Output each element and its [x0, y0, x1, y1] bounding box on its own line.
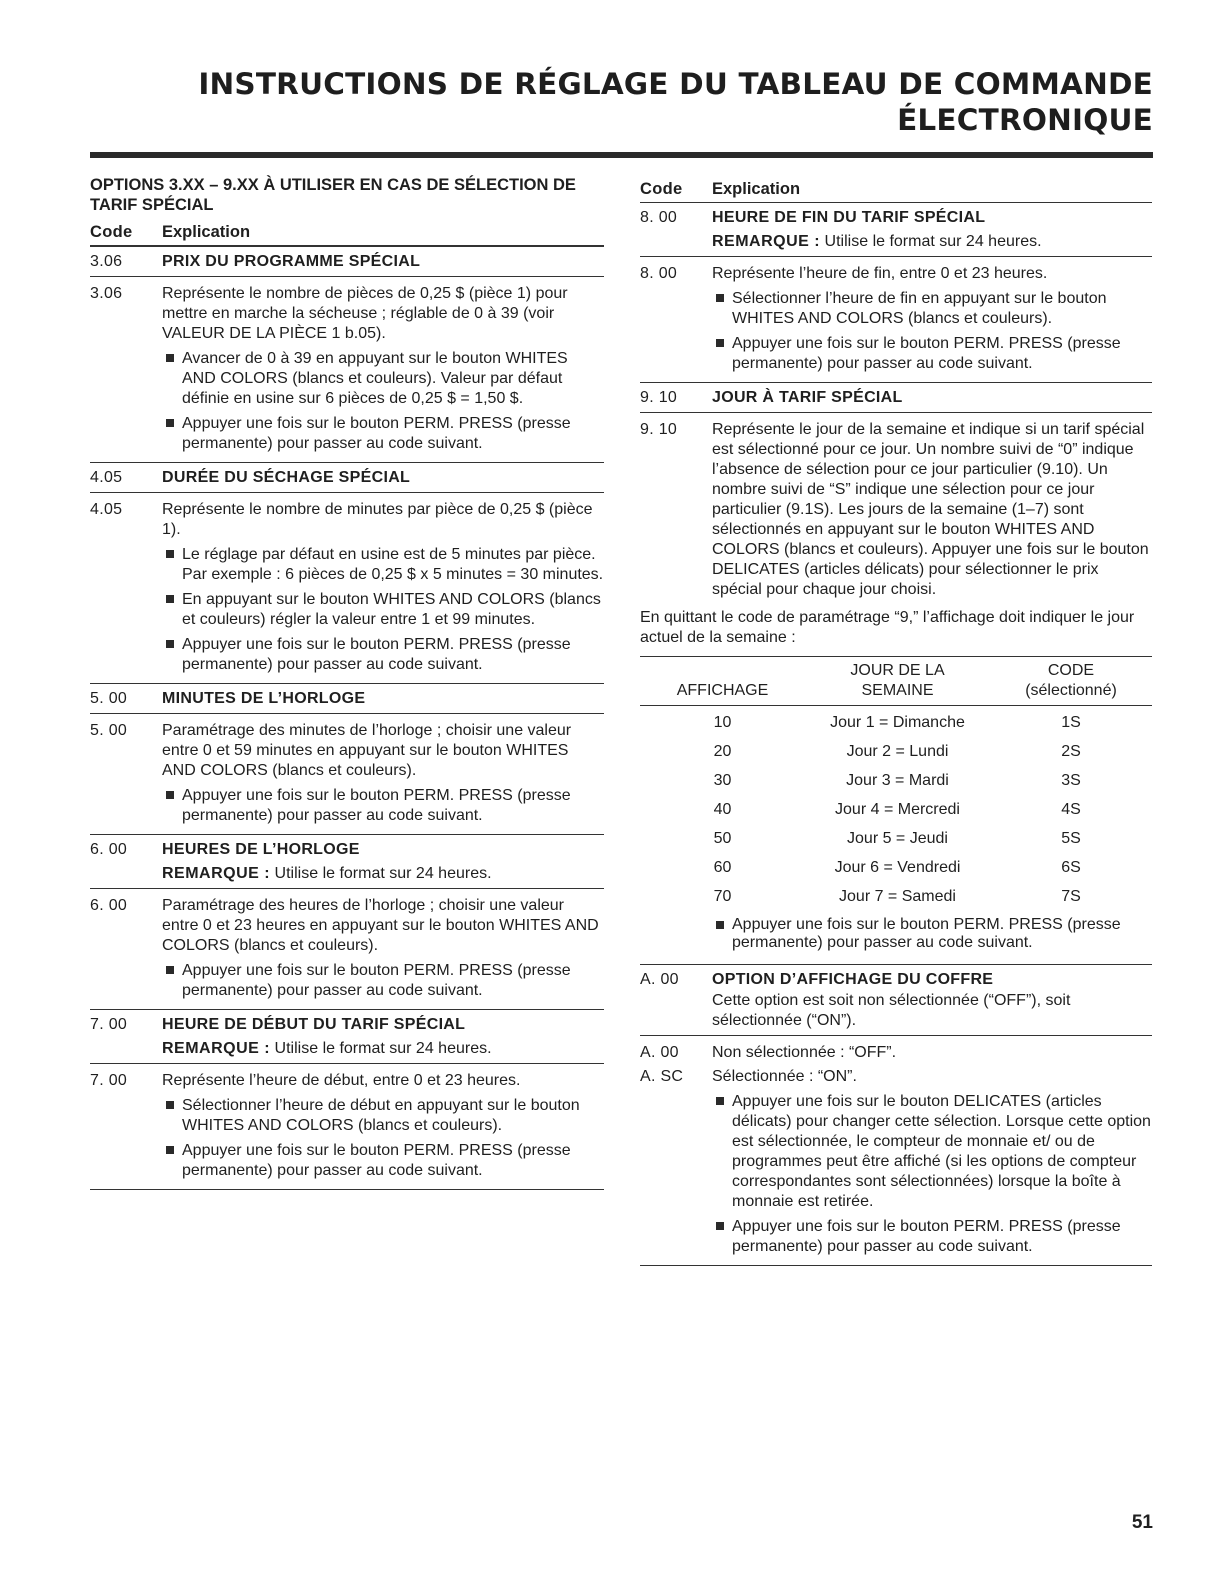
section-note	[640, 232, 1152, 252]
cell-code: 2S	[1061, 743, 1081, 760]
bullet-text: Le réglage par défaut en usine est de 5 minutes par pièce. Par exemple : 6 pièces de 0,25 $ x 5 minutes = 30 minutes.	[182, 546, 604, 583]
column-header-row	[90, 218, 604, 246]
section-title-row	[640, 965, 1152, 1036]
section-title: MINUTES DE L’HORLOGE	[162, 690, 366, 707]
title-rule	[90, 152, 1153, 158]
description-code: 6. 00	[90, 897, 128, 914]
cell-day: Jour 4 = Mercredi	[835, 801, 960, 818]
bullet-item	[162, 786, 604, 826]
page-title	[153, 66, 1153, 138]
section-description-row	[640, 413, 1152, 608]
table-footnote	[640, 916, 1152, 960]
cell-day: Jour 2 = Lundi	[846, 743, 949, 760]
section-title-row	[90, 1010, 604, 1064]
bullet-item	[162, 1141, 604, 1181]
section-title-row	[90, 835, 604, 889]
cell-code: 4S	[1061, 801, 1081, 818]
bullet-square-icon	[716, 1222, 724, 1230]
description-code: 5. 00	[90, 722, 128, 739]
section-code: 9. 10	[640, 389, 678, 406]
section-code: 8. 00	[640, 209, 678, 226]
day-table-body	[640, 706, 1152, 964]
section-description-row	[90, 493, 604, 684]
header-code-line-1: CODE	[1047, 662, 1095, 679]
section-title-row	[640, 383, 1152, 413]
section-title: DURÉE DU SÉCHAGE SPÉCIAL	[162, 469, 411, 486]
bullet-item	[162, 349, 604, 409]
column-header-code: Code	[640, 180, 683, 198]
section-subtext-text: Cette option est soit non sélectionnée (“OFF”), soit sélectionnée (“ON”).	[712, 992, 1071, 1029]
note-label: REMARQUE :	[162, 865, 271, 882]
section-title: HEURES DE L’HORLOGE	[162, 841, 360, 858]
section-subtext	[640, 991, 1152, 1031]
bullet-text: En appuyant sur le bouton WHITES AND COLORS (blancs et couleurs) régler la valeur entre 1 et 99 minutes.	[182, 591, 601, 628]
day-table	[640, 656, 1152, 965]
description-code: A. 00	[640, 1044, 679, 1061]
cell-display: 50	[713, 830, 732, 847]
column-header-code: Code	[90, 223, 133, 241]
description-text: Paramétrage des heures de l’horloge ; choisir une valeur entre 0 et 23 heures en appuyant sur le bouton WHITES AND COLORS (blancs et couleurs).	[162, 897, 599, 954]
cell-code: 7S	[1061, 888, 1081, 905]
column-header-explication: Explication	[712, 180, 801, 198]
bullet-square-icon	[716, 921, 724, 929]
cell-display: 60	[713, 859, 732, 876]
section-code: 3.06	[90, 253, 123, 270]
cell-day: Jour 7 = Samedi	[839, 888, 956, 905]
section-title-row	[90, 246, 604, 277]
section-title: OPTION D’AFFICHAGE DU COFFRE	[712, 971, 994, 988]
description-text: Représente l’heure de fin, entre 0 et 23 heures.	[712, 265, 1048, 282]
right-column	[640, 175, 1152, 1266]
section-description-row	[90, 1064, 604, 1190]
table-row	[640, 737, 1152, 766]
table-row	[640, 853, 1152, 882]
section-code: 7. 00	[90, 1016, 128, 1033]
section-title-row	[640, 203, 1152, 257]
section-description-row	[90, 889, 604, 1010]
page-title-line-1: INSTRUCTIONS DE RÉGLAGE DU TABLEAU DE COMMANDE	[198, 67, 1153, 101]
section-description-row	[640, 1036, 1152, 1266]
cell-display: 40	[713, 801, 732, 818]
bullet-item	[162, 1096, 604, 1136]
options-heading: OPTIONS 3.XX – 9.XX À UTILISER EN CAS DE SÉLECTION DE TARIF SPÉCIAL	[90, 176, 576, 214]
column-header-row	[640, 175, 1152, 203]
header-jour-line-2: SEMAINE	[861, 682, 934, 699]
bullet-square-icon	[166, 1146, 174, 1154]
bullet-text: Sélectionner l’heure de début en appuyant sur le bouton WHITES AND COLORS (blancs et couleurs).	[182, 1097, 580, 1134]
header-code-line-2: (sélectionné)	[1025, 682, 1117, 699]
cell-day: Jour 1 = Dimanche	[830, 714, 965, 731]
header-affichage: AFFICHAGE	[676, 682, 769, 699]
description-text: Paramétrage des minutes de l’horloge ; choisir une valeur entre 0 et 59 minutes en appuyant sur le bouton WHITES AND COLORS (blancs et couleurs).	[162, 722, 572, 779]
section-note	[90, 1039, 604, 1059]
bullet-text: Appuyer une fois sur le bouton PERM. PRESS (presse permanente) pour passer au code suivant.	[732, 335, 1121, 372]
table-row	[640, 824, 1152, 853]
header-jour	[805, 661, 990, 701]
header-jour-line-1: JOUR DE LA	[850, 662, 945, 679]
bullet-square-icon	[166, 550, 174, 558]
section-code: 4.05	[90, 469, 123, 486]
description-text: Représente le jour de la semaine et indique si un tarif spécial est sélectionné pour ce jour. Un nombre suivi de “0” indique l’absence de sélection pour ce jour particulier (9.10). Un nombre suivi de “S” indique une sélection pour ce jour particulier (9.1S). Les jours de la semaine (1–7) sont sélectionnés en appuyant sur le bouton WHITES AND COLORS (blancs et couleurs). Appuyer une fois sur le bouton DELICATES (articles délicats) pour sélectionner le prix spécial pour chaque jour choisi.	[712, 421, 1149, 598]
section-title: JOUR À TARIF SPÉCIAL	[712, 389, 903, 406]
page-number: 51	[1131, 1512, 1153, 1533]
cell-code: 5S	[1061, 830, 1081, 847]
bullet-item	[162, 961, 604, 1001]
section-code: 6. 00	[90, 841, 128, 858]
bullet-text: Sélectionner l’heure de fin en appuyant sur le bouton WHITES AND COLORS (blancs et couleurs).	[732, 290, 1107, 327]
cell-code: 1S	[1061, 714, 1081, 731]
section-title-row	[90, 463, 604, 493]
note-text: Utilise le format sur 24 heures.	[270, 1040, 492, 1057]
bullet-square-icon	[166, 1101, 174, 1109]
bullet-text: Appuyer une fois sur le bouton PERM. PRESS (presse permanente) pour passer au code suivant.	[732, 916, 1121, 951]
section-description-row	[90, 714, 604, 835]
bullet-item	[162, 414, 604, 454]
bullet-text: Appuyer une fois sur le bouton PERM. PRESS (presse permanente) pour passer au code suivant.	[732, 1218, 1121, 1255]
bullet-item	[712, 1092, 1152, 1212]
cell-code: 6S	[1061, 859, 1081, 876]
bullet-square-icon	[166, 640, 174, 648]
cell-day: Jour 6 = Vendredi	[834, 859, 961, 876]
cell-display: 70	[713, 888, 732, 905]
bullet-square-icon	[166, 419, 174, 427]
description-code: 4.05	[90, 501, 123, 518]
cell-display: 20	[713, 743, 732, 760]
bullet-text: Appuyer une fois sur le bouton PERM. PRESS (presse permanente) pour passer au code suivant.	[182, 415, 571, 452]
description-text: Sélectionnée : “ON”.	[712, 1068, 857, 1085]
page-title-line-2: ÉLECTRONIQUE	[897, 103, 1153, 137]
cell-code: 3S	[1061, 772, 1081, 789]
bullet-item	[712, 916, 1152, 952]
bullet-text: Appuyer une fois sur le bouton PERM. PRESS (presse permanente) pour passer au code suivant.	[182, 787, 571, 824]
note-label: REMARQUE :	[162, 1040, 271, 1057]
bullet-item	[162, 635, 604, 675]
section-title: PRIX DU PROGRAMME SPÉCIAL	[162, 253, 421, 270]
section-title-row	[90, 684, 604, 714]
cell-day: Jour 3 = Mardi	[846, 772, 949, 789]
description-text: Non sélectionnée : “OFF”.	[712, 1044, 897, 1061]
description-text: Représente le nombre de pièces de 0,25 $ (pièce 1) pour mettre en marche la sécheuse ; réglable de 0 à 39 (voir VALEUR DE LA PIÈCE 1 b.05).	[162, 285, 568, 342]
section-note	[90, 864, 604, 884]
bullet-text: Appuyer une fois sur le bouton PERM. PRESS (presse permanente) pour passer au code suivant.	[182, 962, 571, 999]
bullet-square-icon	[166, 354, 174, 362]
cell-day: Jour 5 = Jeudi	[847, 830, 948, 847]
section-description-row	[90, 277, 604, 463]
table-row	[640, 766, 1152, 795]
description-code: 7. 00	[90, 1072, 128, 1089]
section-title: HEURE DE FIN DU TARIF SPÉCIAL	[712, 209, 986, 226]
bullet-item	[712, 289, 1152, 329]
bullet-text: Appuyer une fois sur le bouton PERM. PRESS (presse permanente) pour passer au code suivant.	[182, 1142, 571, 1179]
bullet-square-icon	[716, 339, 724, 347]
table-row	[640, 708, 1152, 737]
description-code: 8. 00	[640, 265, 678, 282]
bullet-item	[712, 334, 1152, 374]
bullet-square-icon	[716, 294, 724, 302]
bullet-square-icon	[166, 595, 174, 603]
description-text: Représente l’heure de début, entre 0 et 23 heures.	[162, 1072, 521, 1089]
exit-paragraph: En quittant le code de paramétrage “9,” l’affichage doit indiquer le jour actuel de la semaine :	[640, 609, 1135, 646]
description-code: 9. 10	[640, 421, 678, 438]
bullet-text: Avancer de 0 à 39 en appuyant sur le bouton WHITES AND COLORS (blancs et couleurs). Valeur par défaut définie en usine sur 6 pièces de 0,25 $ = 1,50 $.	[182, 350, 568, 407]
bullet-item	[162, 590, 604, 630]
bullet-square-icon	[716, 1097, 724, 1105]
bullet-square-icon	[166, 791, 174, 799]
column-header-explication: Explication	[162, 223, 251, 241]
section-code: A. 00	[640, 971, 679, 988]
left-column	[90, 175, 604, 1190]
bullet-item	[162, 545, 604, 585]
table-row	[640, 882, 1152, 911]
bullet-text: Appuyer une fois sur le bouton PERM. PRESS (presse permanente) pour passer au code suivant.	[182, 636, 571, 673]
cell-display: 10	[713, 714, 732, 731]
section-description-row	[640, 257, 1152, 383]
note-label: REMARQUE :	[712, 233, 821, 250]
cell-display: 30	[713, 772, 732, 789]
table-row	[640, 795, 1152, 824]
description-code: 3.06	[90, 285, 123, 302]
bullet-text: Appuyer une fois sur le bouton DELICATES (articles délicats) pour changer cette sélection. Lorsque cette option est sélectionnée, le compteur de monnaie et/ ou de programmes peut être affiché (si les options de compteur correspondantes sont sélectionnées) lorsque la boîte à monnaie est retirée.	[732, 1093, 1151, 1210]
bullet-item	[712, 1217, 1152, 1257]
bullet-square-icon	[166, 966, 174, 974]
section-title: HEURE DE DÉBUT DU TARIF SPÉCIAL	[162, 1016, 466, 1033]
description-text: Représente le nombre de minutes par pièce de 0,25 $ (pièce 1).	[162, 501, 593, 538]
section-code: 5. 00	[90, 690, 128, 707]
note-text: Utilise le format sur 24 heures.	[820, 233, 1042, 250]
day-table-header	[640, 657, 1152, 706]
header-code	[990, 661, 1152, 701]
description-code: A. SC	[640, 1068, 684, 1085]
note-text: Utilise le format sur 24 heures.	[270, 865, 492, 882]
